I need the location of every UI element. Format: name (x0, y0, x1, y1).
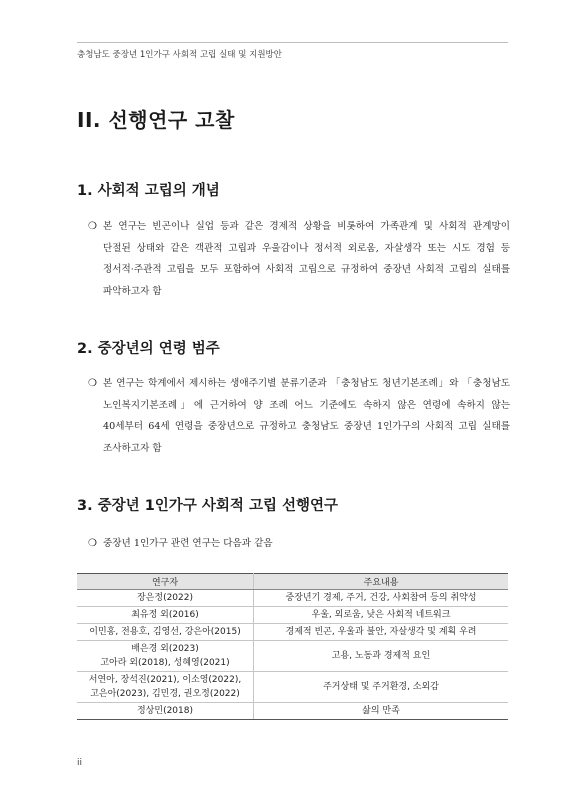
paragraph-line: 본 연구는 빈곤이나 실업 등과 같은 경제적 상황을 비롯하여 가족관계 및 사회적 관계망이 (103, 221, 510, 232)
author-line: 이민홍, 전용호, 김영선, 강은아(2015) (89, 627, 241, 637)
bullet-icon: ❍ (88, 538, 97, 549)
paragraph-line: 본 연구는 학계에서 제시하는 생애주기별 분류기준과 「충청남도 청년기본조례」와 「충청남도 (103, 378, 510, 389)
table-row (77, 607, 508, 624)
paragraph-line: 단절된 상태와 같은 객관적 고립과 우울감이나 정서적 외로움, 자살생각 또는 시도 경험 등 (103, 242, 510, 254)
paragraph-line: 노인복지기본조례」에 근거하여 양 조례 어느 기준에도 속하지 않은 연령에 속하지 않는 (103, 399, 511, 411)
author-cell (77, 590, 254, 607)
paragraph-line: 정서적·주관적 고립을 모두 포함하여 사회적 고립으로 규정하여 중장년 사회적 고립의 실태를 (103, 264, 510, 275)
table-row (77, 624, 508, 641)
page-number: ii (77, 758, 83, 768)
table-header-row (77, 574, 508, 590)
running-header: 충청남도 중장년 1인가구 사회적 고립 실태 및 지원방안 (77, 50, 282, 60)
author-line: 최유정 외(2016) (131, 610, 199, 620)
author-line: 고은아(2023), 김민경, 권오정(2022) (90, 689, 240, 699)
author-cell (77, 703, 254, 720)
paragraph-line: 조사하고자 함 (103, 442, 162, 454)
author-cell (77, 607, 254, 624)
paragraph-line: 40세부터 64세 연령을 중장년으로 규정하고 충청남도 중장년 1인가구의 사회적 고립 실태를 (103, 421, 510, 432)
column-header-author: 연구자 (77, 574, 254, 590)
content-cell: 주거상태 및 주거환경, 소외감 (254, 672, 509, 703)
section-1-paragraph (88, 216, 510, 302)
content-cell: 경제적 빈곤, 우울과 불안, 자살생각 및 계획 우려 (254, 624, 509, 641)
content-cell: 고용, 노동과 경제적 요인 (254, 641, 509, 672)
bullet-icon: ❍ (88, 378, 97, 389)
author-line: 배은경 외(2023) (131, 644, 199, 654)
chapter-title: II. 선행연구 고찰 (77, 108, 235, 132)
research-table (77, 573, 508, 720)
paragraph-line: 파악하고자 함 (103, 285, 162, 297)
author-line: 장은정(2022) (136, 593, 193, 603)
author-cell (77, 641, 254, 672)
bullet-icon: ❍ (88, 221, 97, 232)
author-cell (77, 624, 254, 641)
author-line: 고아라 외(2018), 성혜영(2021) (100, 658, 230, 668)
table-row (77, 641, 508, 672)
paragraph-line: 중장년 1인가구 관련 연구는 다음과 같음 (103, 538, 273, 549)
section-3-paragraph (88, 533, 510, 555)
table-row (77, 672, 508, 703)
author-line: 정상민(2018) (136, 706, 193, 716)
author-cell (77, 672, 254, 703)
section-title-1: 1. 사회적 고립의 개념 (77, 183, 220, 199)
section-title-2: 2. 중장년의 연령 범주 (77, 341, 220, 357)
table-row (77, 703, 508, 720)
content-cell: 우울, 외로움, 낮은 사회적 네트워크 (254, 607, 509, 624)
table-row (77, 590, 508, 607)
content-cell: 삶의 만족 (254, 703, 509, 720)
section-2-paragraph (88, 373, 510, 459)
header-rule (77, 42, 508, 43)
author-line: 서연아, 장석진(2021), 이소영(2022), (88, 675, 242, 685)
content-cell: 중장년기 경제, 주거, 건강, 사회참여 등의 취약성 (254, 590, 509, 607)
column-header-content: 주요내용 (254, 574, 509, 590)
section-title-3: 3. 중장년 1인가구 사회적 고립 선행연구 (77, 498, 339, 514)
